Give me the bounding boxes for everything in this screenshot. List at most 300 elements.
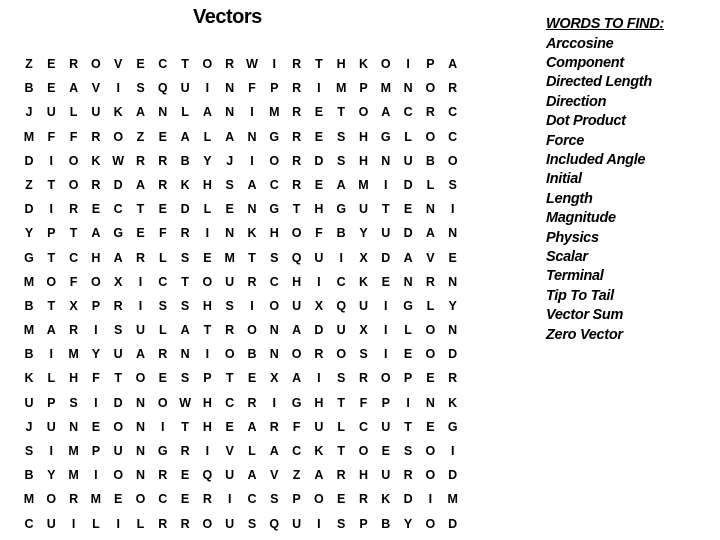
grid-letter[interactable]: H <box>202 298 212 313</box>
grid-letter[interactable]: O <box>358 444 369 458</box>
grid-letter[interactable]: N <box>180 347 190 362</box>
grid-letter[interactable]: I <box>250 105 254 120</box>
grid-letter[interactable]: K <box>448 395 458 410</box>
grid-letter[interactable]: I <box>116 81 120 96</box>
grid-letter[interactable]: P <box>91 444 101 458</box>
grid-letter[interactable]: E <box>314 105 324 120</box>
grid-letter[interactable]: O <box>447 153 458 168</box>
grid-letter[interactable]: B <box>425 153 435 168</box>
grid-letter[interactable]: I <box>250 298 254 313</box>
grid-letter[interactable]: N <box>69 419 79 434</box>
grid-letter[interactable]: I <box>227 492 232 507</box>
grid-letter[interactable]: D <box>314 153 324 168</box>
grid-letter[interactable]: O <box>46 274 57 289</box>
grid-letter[interactable]: U <box>225 274 235 289</box>
grid-letter[interactable]: A <box>381 105 391 120</box>
grid-letter[interactable]: M <box>68 468 79 483</box>
grid-letter[interactable]: G <box>380 129 391 144</box>
grid-letter[interactable]: U <box>46 419 56 434</box>
grid-letter[interactable]: N <box>135 419 146 434</box>
grid-letter[interactable]: S <box>270 492 279 507</box>
grid-letter[interactable]: C <box>69 250 79 265</box>
grid-letter[interactable]: O <box>157 395 168 410</box>
grid-letter[interactable]: R <box>425 105 435 120</box>
grid-letter[interactable]: L <box>47 371 56 386</box>
grid-letter[interactable]: U <box>403 153 413 168</box>
grid-letter[interactable]: K <box>358 274 369 289</box>
grid-letter[interactable]: I <box>384 298 388 313</box>
grid-letter[interactable]: C <box>158 274 168 289</box>
grid-letter[interactable]: I <box>49 202 54 217</box>
grid-letter[interactable]: T <box>315 57 323 71</box>
grid-letter[interactable]: I <box>317 81 321 96</box>
grid-letter[interactable]: R <box>314 347 324 362</box>
grid-letter[interactable]: O <box>425 129 436 144</box>
grid-letter[interactable]: F <box>158 226 167 241</box>
grid-letter[interactable]: O <box>380 371 391 386</box>
grid-letter[interactable]: R <box>269 419 279 434</box>
grid-letter[interactable]: E <box>314 129 324 144</box>
grid-letter[interactable]: A <box>113 250 123 265</box>
grid-letter[interactable]: Q <box>291 250 302 265</box>
grid-letter[interactable]: R <box>180 516 190 531</box>
grid-letter[interactable]: H <box>358 468 369 483</box>
grid-letter[interactable]: E <box>158 129 167 144</box>
grid-letter[interactable]: O <box>113 419 124 434</box>
grid-letter[interactable]: R <box>358 492 369 507</box>
grid-letter[interactable]: N <box>158 105 168 120</box>
grid-letter[interactable]: S <box>337 129 346 144</box>
grid-letter[interactable]: H <box>314 202 324 217</box>
grid-letter[interactable]: O <box>291 347 302 362</box>
grid-letter[interactable]: A <box>46 323 56 338</box>
grid-letter[interactable]: O <box>380 57 391 71</box>
grid-letter[interactable]: P <box>359 516 368 531</box>
grid-letter[interactable]: L <box>181 105 189 120</box>
grid-letter[interactable]: B <box>24 347 34 362</box>
grid-letter[interactable]: U <box>292 516 302 531</box>
grid-letter[interactable]: E <box>180 492 190 507</box>
grid-letter[interactable]: O <box>425 516 436 531</box>
grid-letter[interactable]: O <box>425 323 436 338</box>
grid-letter[interactable]: L <box>203 202 212 217</box>
grid-letter[interactable]: E <box>314 177 324 192</box>
grid-letter[interactable]: F <box>292 419 301 434</box>
grid-letter[interactable]: S <box>270 250 279 265</box>
grid-letter[interactable]: U <box>292 298 302 313</box>
grid-letter[interactable]: K <box>247 226 257 241</box>
grid-letter[interactable]: O <box>269 153 280 168</box>
grid-letter[interactable]: T <box>47 298 56 313</box>
grid-letter[interactable]: T <box>47 177 56 192</box>
grid-letter[interactable]: R <box>247 274 257 289</box>
grid-letter[interactable]: N <box>425 395 435 410</box>
grid-letter[interactable]: U <box>180 81 190 96</box>
grid-letter[interactable]: R <box>135 153 146 168</box>
grid-letter[interactable]: U <box>225 468 235 483</box>
grid-letter[interactable]: S <box>337 371 346 386</box>
grid-letter[interactable]: T <box>181 419 189 434</box>
grid-letter[interactable]: E <box>203 250 212 265</box>
grid-letter[interactable]: Q <box>269 516 280 531</box>
grid-letter[interactable]: D <box>24 153 34 168</box>
grid-letter[interactable]: K <box>91 153 101 168</box>
grid-letter[interactable]: H <box>292 274 302 289</box>
grid-letter[interactable]: I <box>49 347 54 362</box>
grid-letter[interactable]: N <box>225 226 235 241</box>
grid-letter[interactable]: R <box>158 177 168 192</box>
grid-letter[interactable]: O <box>135 492 146 507</box>
grid-letter[interactable]: H <box>269 226 279 241</box>
grid-letter[interactable]: O <box>358 105 369 120</box>
grid-letter[interactable]: N <box>448 323 458 338</box>
grid-letter[interactable]: P <box>47 395 56 410</box>
grid-letter[interactable]: X <box>359 323 368 338</box>
grid-letter[interactable]: T <box>181 274 189 289</box>
grid-letter[interactable]: X <box>314 298 324 313</box>
grid-letter[interactable]: S <box>448 177 457 192</box>
grid-letter[interactable]: V <box>225 444 234 458</box>
grid-letter[interactable]: D <box>403 226 413 241</box>
grid-letter[interactable]: Q <box>202 468 213 483</box>
grid-letter[interactable]: M <box>23 129 35 144</box>
grid-letter[interactable]: A <box>180 323 190 338</box>
grid-letter[interactable]: I <box>272 395 277 410</box>
grid-letter[interactable]: E <box>136 57 145 71</box>
grid-letter[interactable]: C <box>247 492 257 507</box>
grid-letter[interactable]: S <box>403 444 413 458</box>
grid-letter[interactable]: D <box>24 202 34 217</box>
grid-letter[interactable]: P <box>203 371 212 386</box>
grid-letter[interactable]: K <box>24 371 34 386</box>
grid-letter[interactable]: I <box>138 274 143 289</box>
grid-letter[interactable]: R <box>69 492 79 507</box>
grid-letter[interactable]: I <box>49 444 54 458</box>
grid-letter[interactable]: H <box>358 153 369 168</box>
grid-letter[interactable]: O <box>135 371 146 386</box>
grid-letter[interactable]: C <box>158 492 168 507</box>
grid-letter[interactable]: I <box>94 468 98 483</box>
grid-letter[interactable]: C <box>225 395 235 410</box>
grid-letter[interactable]: C <box>358 419 369 434</box>
grid-letter[interactable]: D <box>403 492 413 507</box>
grid-letter[interactable]: E <box>225 419 234 434</box>
grid-letter[interactable]: A <box>425 226 435 241</box>
grid-letter[interactable]: A <box>180 129 190 144</box>
grid-letter[interactable]: I <box>384 347 388 362</box>
grid-letter[interactable]: R <box>448 81 458 96</box>
grid-letter[interactable]: A <box>292 323 302 338</box>
grid-letter[interactable]: I <box>317 371 321 386</box>
grid-letter[interactable]: L <box>136 516 145 531</box>
grid-letter[interactable]: T <box>114 371 122 386</box>
grid-letter[interactable]: N <box>448 226 458 241</box>
grid-letter[interactable]: N <box>247 202 257 217</box>
grid-letter[interactable]: U <box>24 395 34 410</box>
grid-letter[interactable]: R <box>403 468 413 483</box>
grid-letter[interactable]: B <box>247 347 257 362</box>
grid-letter[interactable]: O <box>68 153 79 168</box>
grid-letter[interactable]: I <box>317 274 321 289</box>
grid-letter[interactable]: K <box>180 177 190 192</box>
grid-letter[interactable]: E <box>136 226 145 241</box>
grid-letter[interactable]: Z <box>25 177 33 192</box>
grid-letter[interactable]: M <box>68 444 79 458</box>
grid-letter[interactable]: Y <box>359 226 368 241</box>
grid-letter[interactable]: U <box>135 323 146 338</box>
grid-letter[interactable]: U <box>225 516 235 531</box>
grid-letter[interactable]: M <box>23 274 35 289</box>
grid-letter[interactable]: D <box>113 395 123 410</box>
grid-letter[interactable]: E <box>114 492 123 507</box>
grid-letter[interactable]: M <box>23 323 35 338</box>
grid-letter[interactable]: I <box>205 81 210 96</box>
grid-letter[interactable]: M <box>358 177 369 192</box>
grid-letter[interactable]: F <box>92 371 100 386</box>
grid-letter[interactable]: R <box>292 177 302 192</box>
grid-letter[interactable]: L <box>404 323 412 338</box>
grid-letter[interactable]: R <box>292 153 302 168</box>
grid-letter[interactable]: S <box>180 250 190 265</box>
grid-letter[interactable]: M <box>335 81 347 96</box>
grid-letter[interactable]: R <box>158 153 168 168</box>
grid-letter[interactable]: R <box>158 516 168 531</box>
grid-letter[interactable]: O <box>425 347 436 362</box>
grid-letter[interactable]: T <box>337 444 345 458</box>
grid-letter[interactable]: C <box>269 274 279 289</box>
grid-letter[interactable]: G <box>24 250 34 265</box>
grid-letter[interactable]: S <box>359 347 368 362</box>
grid-letter[interactable]: T <box>381 202 390 217</box>
grid-letter[interactable]: O <box>336 347 347 362</box>
grid-letter[interactable]: A <box>247 468 257 483</box>
grid-letter[interactable]: M <box>90 492 102 507</box>
grid-letter[interactable]: T <box>225 371 234 386</box>
grid-letter[interactable]: O <box>202 274 213 289</box>
grid-letter[interactable]: A <box>225 129 235 144</box>
grid-letter[interactable]: R <box>292 81 302 96</box>
grid-letter[interactable]: R <box>448 371 458 386</box>
grid-letter[interactable]: Q <box>336 298 347 313</box>
grid-letter[interactable]: I <box>205 226 210 241</box>
grid-letter[interactable]: O <box>91 274 101 289</box>
grid-letter[interactable]: L <box>69 105 78 120</box>
grid-letter[interactable]: I <box>317 516 321 531</box>
grid-letter[interactable]: B <box>24 298 34 313</box>
grid-letter[interactable]: M <box>269 105 280 120</box>
grid-letter[interactable]: P <box>359 81 368 96</box>
grid-letter[interactable]: N <box>381 153 391 168</box>
grid-letter[interactable]: O <box>202 516 213 531</box>
grid-letter[interactable]: Y <box>91 347 101 362</box>
grid-letter[interactable]: U <box>46 516 56 531</box>
grid-letter[interactable]: R <box>225 57 235 71</box>
grid-letter[interactable]: A <box>247 419 257 434</box>
grid-letter[interactable]: G <box>336 202 347 217</box>
grid-letter[interactable]: N <box>403 274 413 289</box>
grid-letter[interactable]: C <box>336 274 346 289</box>
grid-letter[interactable]: G <box>403 298 413 313</box>
grid-letter[interactable]: A <box>202 105 212 120</box>
grid-letter[interactable]: I <box>138 298 143 313</box>
grid-letter[interactable]: S <box>180 371 190 386</box>
grid-letter[interactable]: C <box>113 202 123 217</box>
grid-letter[interactable]: S <box>24 444 34 458</box>
grid-letter[interactable]: M <box>224 250 235 265</box>
grid-letter[interactable]: I <box>272 57 277 71</box>
grid-letter[interactable]: H <box>358 129 369 144</box>
grid-letter[interactable]: R <box>292 57 302 71</box>
grid-letter[interactable]: S <box>225 177 234 192</box>
grid-letter[interactable]: I <box>450 444 455 458</box>
grid-letter[interactable]: E <box>47 81 56 96</box>
grid-letter[interactable]: T <box>136 202 145 217</box>
grid-letter[interactable]: O <box>314 492 324 507</box>
grid-letter[interactable]: L <box>92 516 100 531</box>
grid-letter[interactable]: Y <box>448 298 457 313</box>
grid-letter[interactable]: O <box>425 468 436 483</box>
grid-letter[interactable]: C <box>448 129 458 144</box>
grid-letter[interactable]: T <box>292 202 301 217</box>
grid-letter[interactable]: R <box>158 347 168 362</box>
grid-letter[interactable]: A <box>91 226 101 241</box>
grid-letter[interactable]: I <box>205 444 210 458</box>
grid-letter[interactable]: C <box>158 57 168 71</box>
grid-letter[interactable]: T <box>181 57 189 71</box>
grid-letter[interactable]: G <box>291 395 302 410</box>
grid-letter[interactable]: R <box>69 57 79 71</box>
grid-letter[interactable]: K <box>381 492 391 507</box>
grid-letter[interactable]: O <box>269 298 280 313</box>
grid-letter[interactable]: F <box>69 274 78 289</box>
grid-letter[interactable]: A <box>135 177 146 192</box>
grid-letter[interactable]: E <box>426 419 435 434</box>
grid-letter[interactable]: E <box>158 371 167 386</box>
grid-letter[interactable]: S <box>180 298 190 313</box>
grid-letter[interactable]: J <box>25 419 33 434</box>
grid-letter[interactable]: Z <box>25 57 33 71</box>
grid-letter[interactable]: M <box>68 347 79 362</box>
grid-letter[interactable]: N <box>135 468 146 483</box>
grid-letter[interactable]: D <box>314 323 324 338</box>
grid-letter[interactable]: I <box>450 202 455 217</box>
grid-letter[interactable]: O <box>113 129 124 144</box>
grid-letter[interactable]: O <box>425 81 436 96</box>
grid-letter[interactable]: T <box>404 419 412 434</box>
grid-letter[interactable]: R <box>336 468 346 483</box>
grid-letter[interactable]: L <box>158 250 167 265</box>
grid-letter[interactable]: C <box>292 444 302 458</box>
grid-letter[interactable]: Y <box>47 468 56 483</box>
grid-letter[interactable]: A <box>336 177 346 192</box>
grid-letter[interactable]: A <box>269 444 279 458</box>
grid-letter[interactable]: E <box>381 444 390 458</box>
grid-letter[interactable]: A <box>448 57 458 71</box>
grid-letter[interactable]: X <box>114 274 123 289</box>
grid-letter[interactable]: V <box>91 81 101 96</box>
grid-letter[interactable]: O <box>247 323 257 338</box>
grid-letter[interactable]: R <box>425 274 435 289</box>
grid-letter[interactable]: S <box>114 323 123 338</box>
grid-letter[interactable]: R <box>358 371 369 386</box>
grid-letter[interactable]: R <box>225 323 235 338</box>
grid-letter[interactable]: E <box>91 202 101 217</box>
grid-letter[interactable]: R <box>135 250 146 265</box>
grid-letter[interactable]: C <box>448 105 458 120</box>
grid-letter[interactable]: Y <box>24 226 34 241</box>
grid-letter[interactable]: U <box>91 105 101 120</box>
grid-letter[interactable]: I <box>384 177 388 192</box>
grid-letter[interactable]: D <box>403 177 413 192</box>
grid-letter[interactable]: E <box>158 202 167 217</box>
grid-letter[interactable]: I <box>71 516 76 531</box>
grid-letter[interactable]: E <box>381 274 390 289</box>
grid-letter[interactable]: E <box>225 202 234 217</box>
grid-letter[interactable]: B <box>336 226 346 241</box>
grid-letter[interactable]: J <box>25 105 33 120</box>
grid-letter[interactable]: U <box>358 298 369 313</box>
grid-letter[interactable]: N <box>225 81 235 96</box>
grid-letter[interactable]: K <box>113 105 123 120</box>
grid-letter[interactable]: U <box>381 419 391 434</box>
grid-letter[interactable]: O <box>224 347 235 362</box>
grid-letter[interactable]: N <box>269 347 279 362</box>
grid-letter[interactable]: A <box>314 468 324 483</box>
grid-letter[interactable]: G <box>157 444 168 458</box>
grid-letter[interactable]: L <box>404 129 412 144</box>
grid-letter[interactable]: K <box>314 444 324 458</box>
grid-letter[interactable]: H <box>202 177 212 192</box>
grid-letter[interactable]: E <box>403 202 413 217</box>
grid-letter[interactable]: O <box>68 177 79 192</box>
grid-letter[interactable]: H <box>202 419 212 434</box>
grid-letter[interactable]: P <box>47 226 56 241</box>
grid-letter[interactable]: B <box>24 468 34 483</box>
grid-letter[interactable]: U <box>336 323 346 338</box>
grid-letter[interactable]: N <box>225 105 235 120</box>
grid-letter[interactable]: Z <box>136 129 145 144</box>
grid-letter[interactable]: T <box>337 395 345 410</box>
grid-letter[interactable]: G <box>269 129 280 144</box>
grid-letter[interactable]: E <box>247 371 257 386</box>
grid-letter[interactable]: R <box>69 202 79 217</box>
grid-letter[interactable]: S <box>337 516 346 531</box>
grid-letter[interactable]: A <box>247 177 257 192</box>
grid-letter[interactable]: E <box>47 57 56 71</box>
grid-letter[interactable]: O <box>46 492 57 507</box>
grid-letter[interactable]: E <box>180 468 190 483</box>
grid-letter[interactable]: T <box>203 323 212 338</box>
grid-letter[interactable]: L <box>203 129 212 144</box>
grid-letter[interactable]: X <box>359 250 368 265</box>
grid-letter[interactable]: T <box>248 250 256 265</box>
grid-letter[interactable]: G <box>269 202 280 217</box>
grid-letter[interactable]: A <box>69 81 79 96</box>
grid-letter[interactable]: N <box>425 202 435 217</box>
grid-letter[interactable]: U <box>113 347 123 362</box>
grid-letter[interactable]: I <box>49 153 54 168</box>
grid-letter[interactable]: R <box>180 226 190 241</box>
grid-letter[interactable]: E <box>448 250 457 265</box>
grid-letter[interactable]: H <box>69 371 79 386</box>
grid-letter[interactable]: P <box>91 298 101 313</box>
grid-letter[interactable]: G <box>447 419 458 434</box>
grid-letter[interactable]: N <box>135 395 146 410</box>
grid-letter[interactable]: M <box>447 492 458 507</box>
grid-letter[interactable]: R <box>69 323 79 338</box>
grid-letter[interactable]: P <box>426 57 435 71</box>
grid-letter[interactable]: U <box>314 250 324 265</box>
